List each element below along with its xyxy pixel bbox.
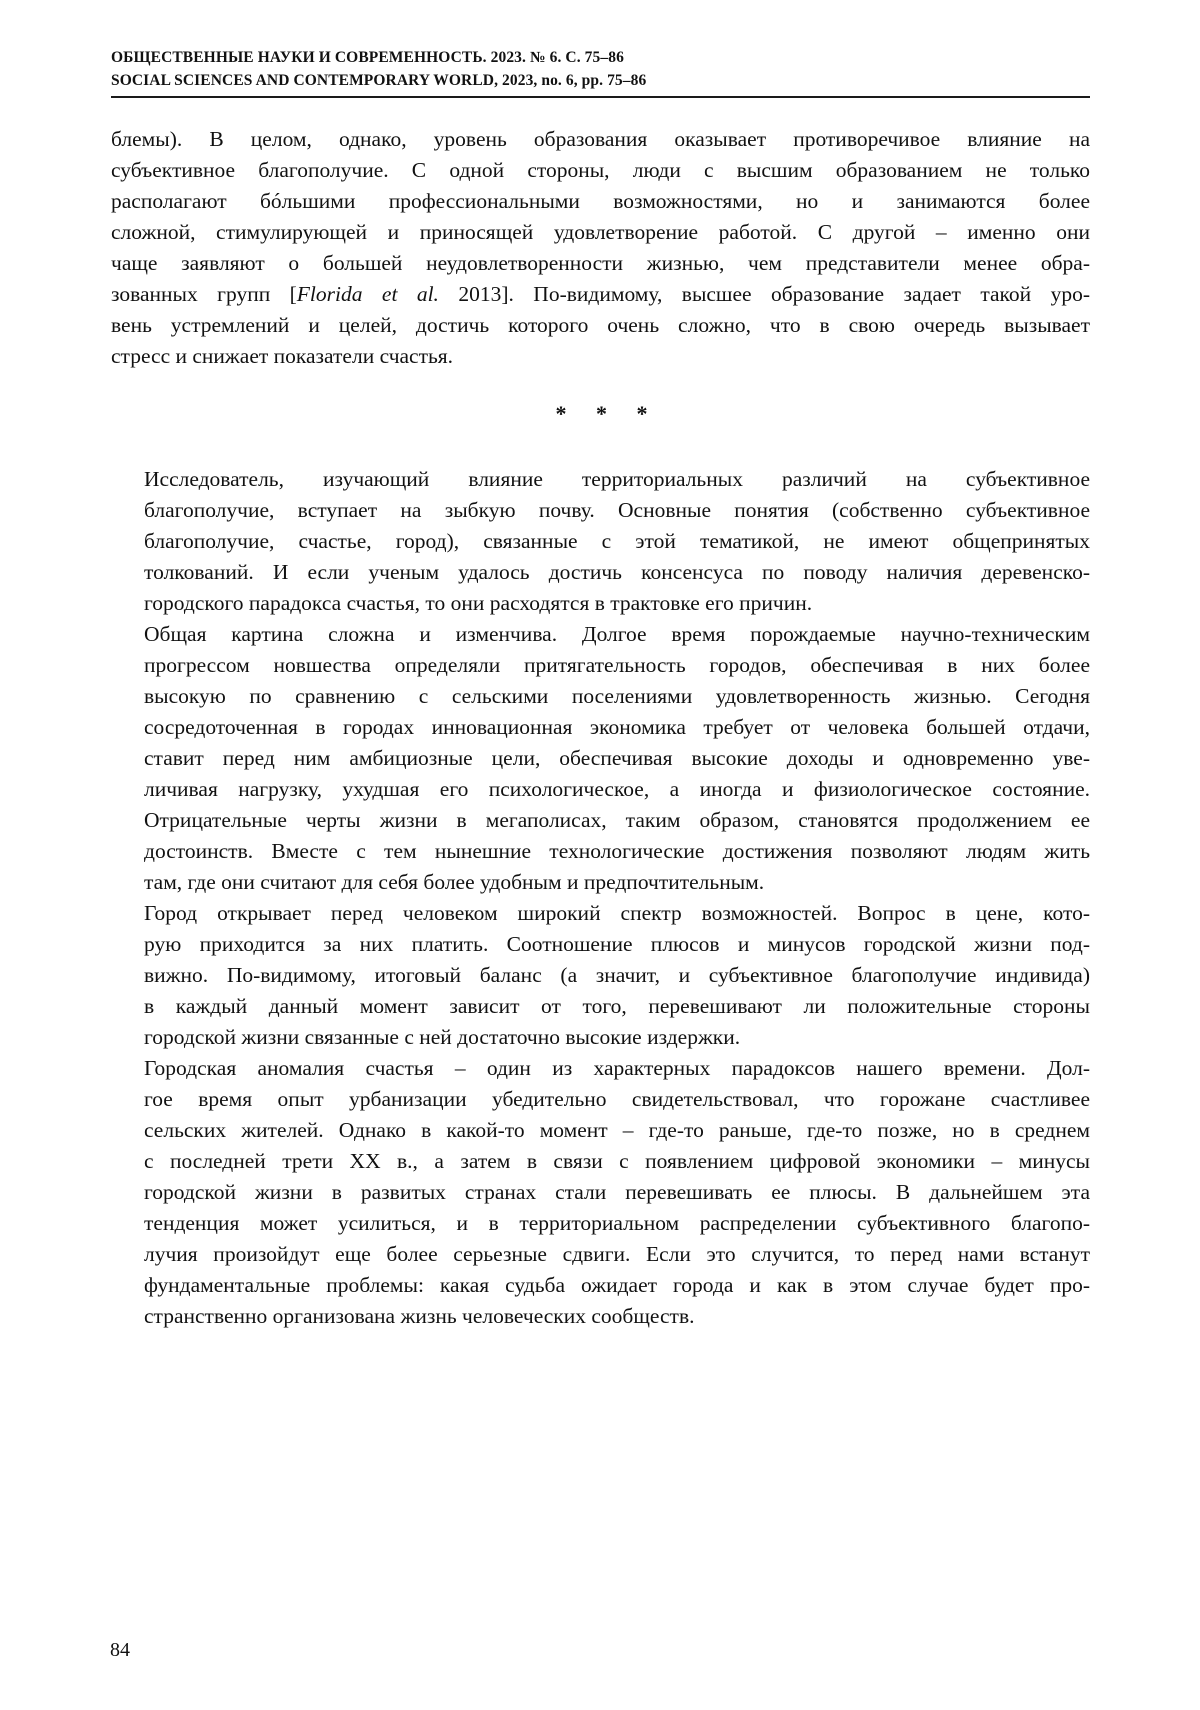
text-line: городской жизни связанные с ней достаточно высокие издержки. bbox=[144, 1025, 741, 1049]
text-line: Исследователь, изучающий влияние территориальных различий на субъективное bbox=[144, 467, 1090, 491]
text-line: достоинств. Вместе с тем нынешние технологические достижения позволяют людям жить bbox=[144, 839, 1090, 863]
text-line: вижно. По-видимому, итоговый баланс (а значит, и субъективное благополучие индивида) bbox=[144, 963, 1090, 987]
journal-title-ru: ОБЩЕСТВЕННЫЕ НАУКИ И СОВРЕМЕННОСТЬ. 2023. № 6. С. 75–86 bbox=[111, 49, 624, 66]
text-line: располагают бóльшими профессиональными возможностями, но и занимаются более bbox=[111, 189, 1090, 213]
paragraph-4 bbox=[111, 898, 1090, 1053]
text-line: толкований. И если ученым удалось достичь консенсуса по поводу наличия деревенско- bbox=[144, 560, 1090, 584]
text-line: с последней трети XX в., а затем в связи с появлением цифровой экономики – минусы bbox=[144, 1149, 1090, 1173]
text-line: фундаментальные проблемы: какая судьба ожидает города и как в этом случае будет про- bbox=[144, 1273, 1090, 1297]
text-line: Город открывает перед человеком широкий спектр возможностей. Вопрос в цене, кото- bbox=[144, 901, 1090, 925]
paragraph-1 bbox=[111, 124, 1090, 372]
text-line: сосредоточенная в городах инновационная экономика требует от человека большей отдачи, bbox=[144, 715, 1090, 739]
text-line: благополучие, счастье, город), связанные с этой тематикой, не имеют общепринятых bbox=[144, 529, 1090, 553]
text-line: в каждый данный момент зависит от того, перевешивают ли положительные стороны bbox=[144, 994, 1090, 1018]
text-line: блемы). В целом, однако, уровень образования оказывает противоречивое влияние на bbox=[111, 127, 1090, 151]
running-head bbox=[111, 46, 1090, 98]
text-line: высокую по сравнению с сельскими поселениями удовлетворенность жизнью. Сегодня bbox=[144, 684, 1090, 708]
text-line: там, где они считают для себя более удобным и предпочтительным. bbox=[144, 870, 765, 894]
text-line: прогрессом новшества определяли притягательность городов, обеспечивая в них более bbox=[144, 653, 1090, 677]
text-line: Отрицательные черты жизни в мегаполисах, таким образом, становятся продолжением ее bbox=[144, 808, 1090, 832]
text-line: тенденция может усилиться, и в территориальном распределении субъективного благопо- bbox=[144, 1211, 1090, 1235]
paragraph-3 bbox=[111, 619, 1090, 898]
text-line: городской жизни в развитых странах стали перевешивать ее плюсы. В дальнейшем эта bbox=[144, 1180, 1090, 1204]
citation-authors: Florida et al. bbox=[296, 282, 439, 306]
paragraph-2 bbox=[111, 464, 1090, 619]
text-line: гое время опыт урбанизации убедительно свидетельствовал, что горожане счастливее bbox=[144, 1087, 1090, 1111]
text-line: странственно организована жизнь человеческих сообществ. bbox=[144, 1304, 695, 1328]
text-line: благополучие, вступает на зыбкую почву. Основные понятия (собственно субъективное bbox=[144, 498, 1090, 522]
text-line: сложной, стимулирующей и приносящей удовлетворение работой. С другой – именно они bbox=[111, 220, 1090, 244]
text-line: чаще заявляют о большей неудовлетворенности жизнью, чем представители менее обра- bbox=[111, 251, 1090, 275]
text-line-with-citation bbox=[111, 279, 1090, 310]
text-line: Городская аномалия счастья – один из характерных парадоксов нашего времени. Дол- bbox=[144, 1056, 1090, 1080]
page-number: 84 bbox=[110, 1639, 130, 1661]
text-fragment: 2013]. По-видимому, высшее образование задает такой уро- bbox=[438, 282, 1090, 306]
journal-title-en: SOCIAL SCIENCES AND CONTEMPORARY WORLD, 2023, no. 6, pp. 75–86 bbox=[111, 72, 647, 89]
text-line: сельских жителей. Однако в какой-то момент – где-то раньше, где-то позже, но в среднем bbox=[144, 1118, 1090, 1142]
article-body bbox=[111, 124, 1090, 1332]
text-line: личивая нагрузку, ухудшая его психологическое, а иногда и физиологическое состояние. bbox=[144, 777, 1090, 801]
text-line: лучия произойдут еще более серьезные сдвиги. Если это случится, то перед нами встанут bbox=[144, 1242, 1090, 1266]
text-line: рую приходится за них платить. Соотношение плюсов и минусов городской жизни под- bbox=[144, 932, 1090, 956]
text-line: Общая картина сложна и изменчива. Долгое время порождаемые научно-техническим bbox=[144, 622, 1090, 646]
text-line: вень устремлений и целей, достичь которого очень сложно, что в свою очередь вызывает bbox=[111, 313, 1090, 337]
text-line: ставит перед ним амбициозные цели, обеспечивая высокие доходы и одновременно уве- bbox=[144, 746, 1090, 770]
section-separator: * * * bbox=[555, 401, 660, 426]
text-line: городского парадокса счастья, то они расходятся в трактовке его причин. bbox=[144, 591, 813, 615]
text-line: стресс и снижает показатели счастья. bbox=[111, 344, 454, 368]
text-line: субъективное благополучие. С одной стороны, люди с высшим образованием не только bbox=[111, 158, 1090, 182]
paragraph-5 bbox=[111, 1053, 1090, 1332]
text-fragment: зованных групп [ bbox=[111, 282, 297, 306]
